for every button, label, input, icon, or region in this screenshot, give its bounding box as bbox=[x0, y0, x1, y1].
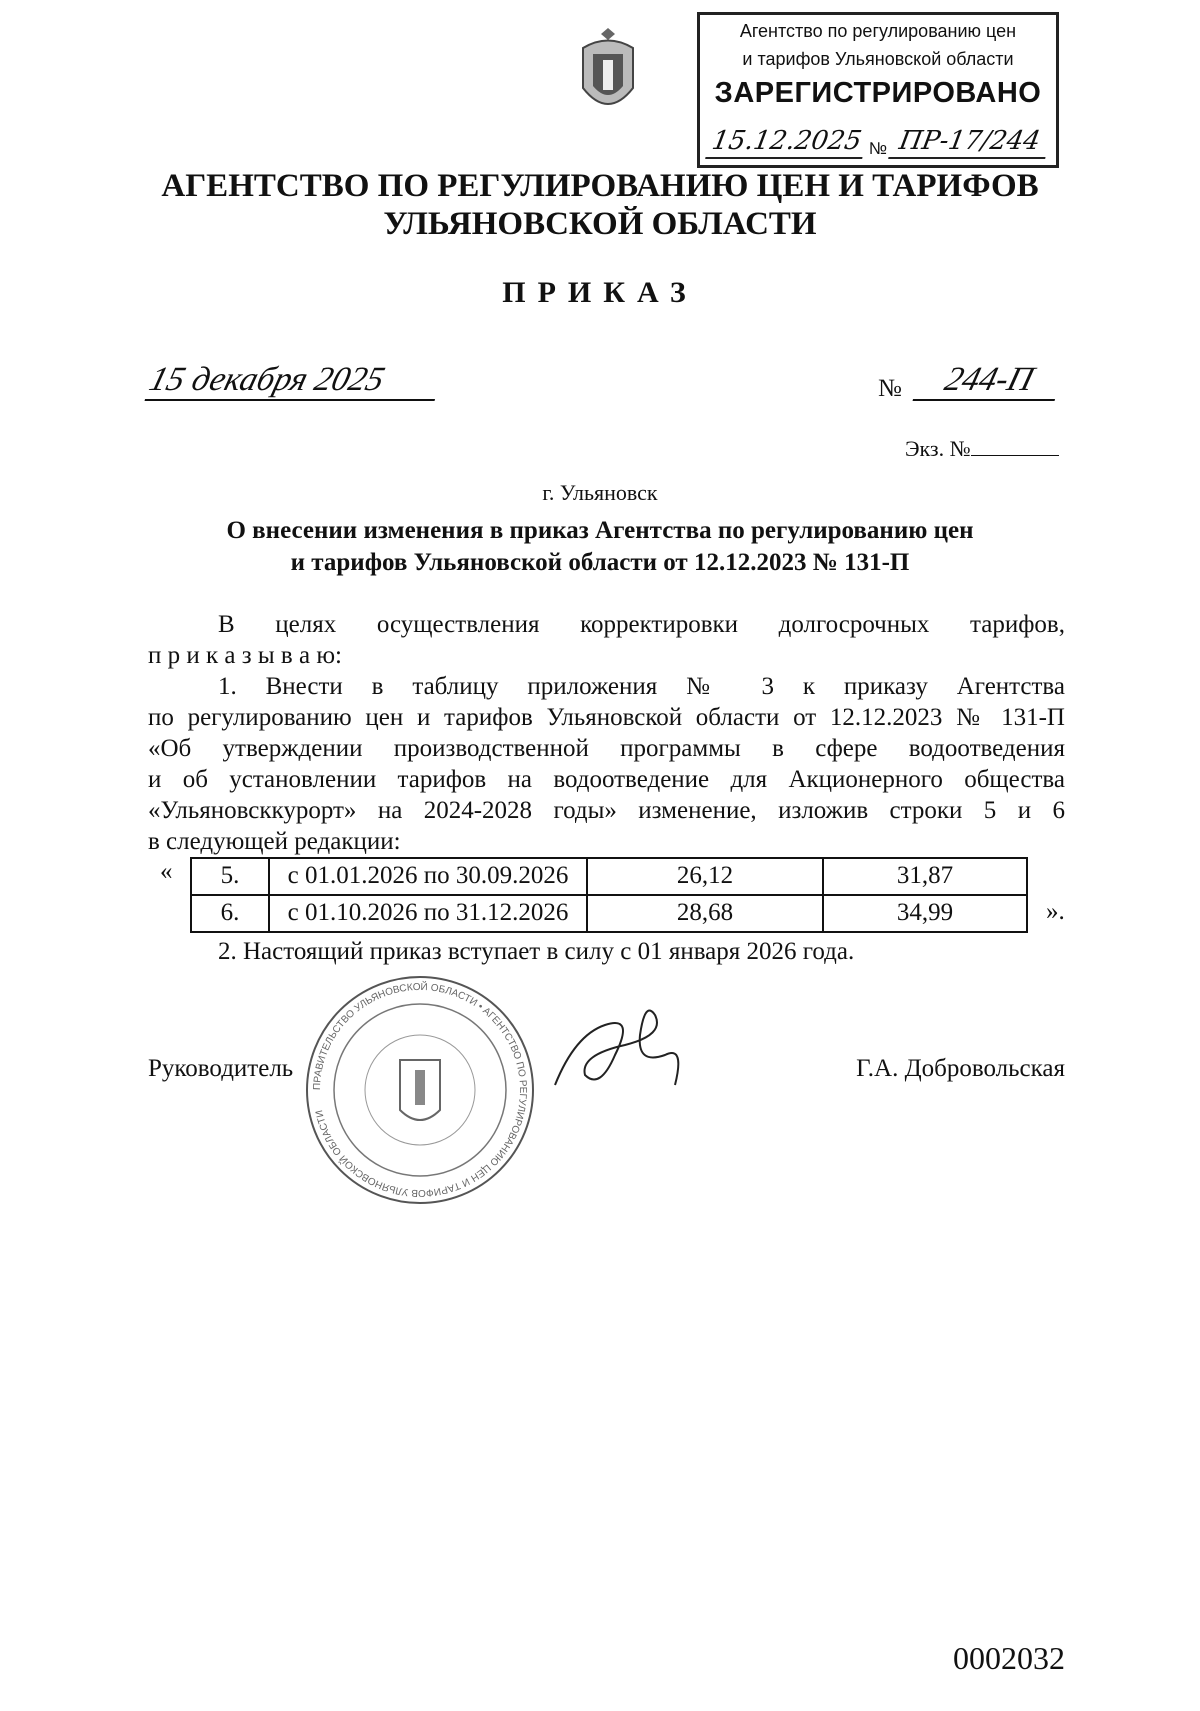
body-line-5: «Об утверждении производственной программы в сфере водоотведения bbox=[148, 735, 1065, 762]
registration-stamp bbox=[697, 12, 1059, 168]
city: г. Ульяновск bbox=[542, 480, 658, 505]
stamp-date: 15.12.2025 bbox=[705, 127, 867, 159]
stamp-line-1: Агентство по регулированию цен bbox=[739, 21, 1017, 41]
stamp-status: ЗАРЕГИСТРИРОВАНО bbox=[714, 77, 1042, 109]
signatory-position: Руководитель bbox=[148, 1055, 294, 1082]
handwritten-number: 244-П bbox=[912, 360, 1065, 401]
body-line-3: 1. Внести в таблицу приложения № 3 к приказу Агентства bbox=[218, 673, 1065, 700]
subject-line-1: О внесении изменения в приказ Агентства по регулированию цен bbox=[226, 517, 974, 544]
tariff-table bbox=[190, 857, 1028, 933]
table-row bbox=[191, 895, 1027, 932]
row-period: с 01.01.2026 по 30.09.2026 bbox=[269, 858, 587, 895]
row-value-1: 26,12 bbox=[587, 858, 823, 895]
handwritten-date: 15 декабря 2025 bbox=[144, 360, 445, 401]
svg-text:ПРАВИТЕЛЬСТВО УЛЬЯНОВСКОЙ ОБЛА: ПРАВИТЕЛЬСТВО УЛЬЯНОВСКОЙ ОБЛАСТИ • АГЕНТСТВО ПО РЕГУЛИРОВАНИЮ ЦЕН И ТАРИФОВ УЛЬЯНОВСКОЙ ОБЛАСТИ bbox=[311, 981, 529, 1199]
handwritten-signature bbox=[545, 995, 705, 1110]
signatory-name: Г.А. Добровольская bbox=[856, 1055, 1065, 1082]
row-value-2: 34,99 bbox=[823, 895, 1027, 932]
row-number: 6. bbox=[191, 895, 269, 932]
body-item-2: 2. Настоящий приказ вступает в силу с 01 января 2026 года. bbox=[218, 938, 855, 965]
row-value-1: 28,68 bbox=[587, 895, 823, 932]
table-row bbox=[191, 858, 1027, 895]
row-period: с 01.10.2026 по 31.12.2026 bbox=[269, 895, 587, 932]
body-line-8: в следующей редакции: bbox=[148, 828, 401, 855]
body-line-6: и об установлении тарифов на водоотведение для Акционерного общества bbox=[148, 766, 1065, 793]
stamp-reg-number: ПР-17/244 bbox=[888, 127, 1050, 159]
body-line-2: п р и к а з ы в а ю: bbox=[148, 642, 342, 669]
body-line-4: по регулированию цен и тарифов Ульяновской области от 12.12.2023 № 131-П bbox=[148, 704, 1065, 731]
document-serial-number: 0002032 bbox=[953, 1640, 1065, 1676]
agency-title-line-1: АГЕНТСТВО ПО РЕГУЛИРОВАНИЮ ЦЕН И ТАРИФОВ bbox=[161, 168, 1039, 204]
row-number: 5. bbox=[191, 858, 269, 895]
close-quote: ». bbox=[1046, 898, 1065, 925]
number-sign: № bbox=[878, 375, 902, 402]
official-seal bbox=[305, 975, 535, 1205]
stamp-line-2: и тарифов Ульяновской области bbox=[742, 49, 1014, 69]
row-value-2: 31,87 bbox=[823, 858, 1027, 895]
document-type: ПРИКАЗ bbox=[502, 276, 698, 309]
body-line-1: В целях осуществления корректировки долгосрочных тарифов, bbox=[218, 611, 1065, 638]
body-line-7: «Ульяновсккурорт» на 2024-2028 годы» изменение, изложив строки 5 и 6 bbox=[148, 797, 1065, 824]
open-quote: « bbox=[160, 858, 173, 885]
subject-line-2: и тарифов Ульяновской области от 12.12.2023 № 131-П bbox=[290, 549, 910, 576]
copy-number-label: Экз. № bbox=[905, 436, 1059, 461]
agency-title-line-2: УЛЬЯНОВСКОЙ ОБЛАСТИ bbox=[383, 206, 817, 242]
coat-of-arms-emblem bbox=[575, 28, 641, 120]
stamp-number-sign: № bbox=[868, 139, 888, 159]
